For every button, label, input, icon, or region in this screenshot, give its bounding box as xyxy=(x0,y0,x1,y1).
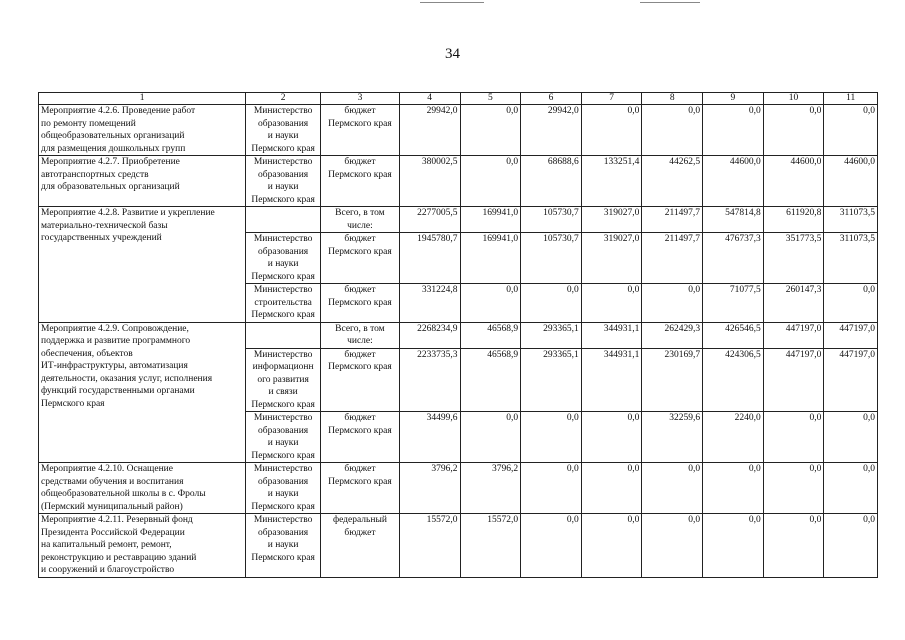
value-cell: 0,0 xyxy=(703,105,764,156)
executor-line: образования xyxy=(258,425,309,436)
activity-line: Пермского края xyxy=(41,398,105,409)
value-cell: 2233735,3 xyxy=(399,348,460,412)
funding-source-line: бюджет xyxy=(344,157,376,167)
executor-cell xyxy=(246,514,321,578)
executor-line: и науки xyxy=(267,489,299,499)
value-cell: 447197,0 xyxy=(824,348,878,412)
funding-source-cell xyxy=(321,156,400,207)
table-row xyxy=(39,463,878,514)
activity-line: Мероприятие 4.2.7. Приобретение xyxy=(41,157,180,167)
value-cell: 260147,3 xyxy=(763,284,824,323)
value-cell: 319027,0 xyxy=(581,207,642,233)
value-cell: 262429,3 xyxy=(642,322,703,348)
funding-source-line: Всего, в том xyxy=(335,208,385,218)
activity-line: деятельности, оказания услуг, исполнения xyxy=(41,373,213,384)
top-rule-right xyxy=(640,2,700,3)
value-cell: 380002,5 xyxy=(399,156,460,207)
funding-source-line: бюджет xyxy=(344,285,376,295)
page-number: 34 xyxy=(445,46,460,62)
activity-cell xyxy=(39,322,246,463)
value-cell: 46568,9 xyxy=(460,322,521,348)
value-cell: 0,0 xyxy=(642,105,703,156)
value-cell: 0,0 xyxy=(521,514,582,578)
top-rule-left xyxy=(420,2,484,3)
value-cell: 0,0 xyxy=(763,105,824,156)
value-cell: 133251,4 xyxy=(581,156,642,207)
activity-cell xyxy=(39,514,246,578)
funding-source-cell xyxy=(321,322,400,348)
executor-line: Министерство xyxy=(253,515,313,525)
activity-line: государственных учреждений xyxy=(41,233,162,243)
value-cell: 169941,0 xyxy=(460,207,521,233)
funding-source-line: Всего, в том xyxy=(335,323,385,334)
activity-line: общеобразовательных организаций xyxy=(41,131,185,141)
funding-source-cell xyxy=(321,348,400,412)
activity-cell xyxy=(39,105,246,156)
header-cell: 8 xyxy=(642,93,703,105)
value-cell: 0,0 xyxy=(763,463,824,514)
executor-line: Пермского края xyxy=(251,194,315,205)
value-cell: 447197,0 xyxy=(763,348,824,412)
value-cell: 0,0 xyxy=(763,514,824,578)
funding-source-line: бюджет xyxy=(344,413,376,423)
executor-cell xyxy=(246,348,321,412)
activity-cell xyxy=(39,156,246,207)
funding-source-line: Пермского края xyxy=(328,169,392,180)
value-cell: 211497,7 xyxy=(642,207,703,233)
value-cell: 71077,5 xyxy=(703,284,764,323)
executor-line: Министерство xyxy=(253,413,313,423)
value-cell: 0,0 xyxy=(703,514,764,578)
value-cell: 0,0 xyxy=(642,514,703,578)
activity-line: Мероприятие 4.2.10. Оснащение xyxy=(41,464,173,474)
value-cell: 424306,5 xyxy=(703,348,764,412)
funding-source-line: бюджет xyxy=(344,464,376,474)
executor-line: Пермского края xyxy=(251,310,315,320)
value-cell: 447197,0 xyxy=(824,322,878,348)
executor-line: Пермского края xyxy=(251,552,315,563)
executor-line: Министерство xyxy=(253,234,313,244)
activity-line: общеобразовательной школы в с. Фролы xyxy=(41,489,206,499)
value-cell: 319027,0 xyxy=(581,233,642,284)
activity-line: функций государственными органами xyxy=(41,386,195,396)
executor-line: Министерство xyxy=(253,157,313,167)
executor-line: образования xyxy=(258,246,309,257)
executor-line: Пермского края xyxy=(251,271,315,282)
header-cell: 10 xyxy=(763,93,824,105)
value-cell: 2240,0 xyxy=(703,412,764,463)
executor-line: строительства xyxy=(254,297,312,308)
value-cell: 44600,0 xyxy=(824,156,878,207)
value-cell: 44600,0 xyxy=(763,156,824,207)
value-cell: 547814,8 xyxy=(703,207,764,233)
executor-line: ого развития xyxy=(257,374,309,385)
executor-line: образования xyxy=(258,476,309,487)
value-cell: 0,0 xyxy=(703,463,764,514)
table-row xyxy=(39,156,878,207)
value-cell: 0,0 xyxy=(824,514,878,578)
header-cell: 6 xyxy=(521,93,582,105)
activity-line: для образовательных организаций xyxy=(41,182,180,192)
executor-cell xyxy=(246,233,321,284)
value-cell: 169941,0 xyxy=(460,233,521,284)
funding-source-line: Пермского края xyxy=(328,362,392,372)
value-cell: 29942,0 xyxy=(399,105,460,156)
executor-cell xyxy=(246,412,321,463)
value-cell: 0,0 xyxy=(460,412,521,463)
funding-source-cell xyxy=(321,514,400,578)
value-cell: 426546,5 xyxy=(703,322,764,348)
table-row xyxy=(39,322,878,348)
value-cell: 351773,5 xyxy=(763,233,824,284)
activity-cell xyxy=(39,463,246,514)
value-cell: 46568,9 xyxy=(460,348,521,412)
funding-source-line: бюджет xyxy=(344,106,376,116)
executor-cell xyxy=(246,105,321,156)
executor-line: Министерство xyxy=(253,106,313,116)
activity-line: по ремонту помещений xyxy=(41,118,136,129)
activity-line: поддержка и развитие программного xyxy=(41,336,191,346)
activity-line: Мероприятие 4.2.6. Проведение работ xyxy=(41,106,196,116)
value-cell: 447197,0 xyxy=(763,322,824,348)
executor-cell xyxy=(246,207,321,233)
value-cell: 230169,7 xyxy=(642,348,703,412)
value-cell: 311073,5 xyxy=(824,207,878,233)
funding-source-line: Пермского края xyxy=(328,476,392,487)
value-cell: 0,0 xyxy=(642,284,703,323)
executor-cell xyxy=(246,463,321,514)
activity-line: реконструкцию и реставрацию зданий xyxy=(41,552,197,563)
funding-source-line: Пермского края xyxy=(328,246,392,257)
activity-line: и сооружений и благоустройство xyxy=(41,565,175,575)
header-cell: 3 xyxy=(321,93,400,105)
value-cell: 1945780,7 xyxy=(399,233,460,284)
activity-line: обеспечения, объектов xyxy=(41,348,133,359)
value-cell: 15572,0 xyxy=(460,514,521,578)
value-cell: 331224,8 xyxy=(399,284,460,323)
value-cell: 32259,6 xyxy=(642,412,703,463)
value-cell: 44262,5 xyxy=(642,156,703,207)
value-cell: 476737,3 xyxy=(703,233,764,284)
activity-line: Мероприятие 4.2.8. Развитие и укрепление xyxy=(41,208,215,218)
value-cell: 0,0 xyxy=(581,105,642,156)
value-cell: 3796,2 xyxy=(460,463,521,514)
header-cell: 11 xyxy=(824,93,878,105)
executor-line: образования xyxy=(258,118,309,129)
executor-line: и науки xyxy=(267,540,299,550)
activity-line: на капитальный ремонт, ремонт, xyxy=(41,540,172,550)
activity-line: материально-технической базы xyxy=(41,220,168,231)
value-cell: 0,0 xyxy=(581,284,642,323)
activity-line: (Пермский муниципальный район) xyxy=(41,501,183,512)
table-row xyxy=(39,207,878,233)
funding-source-cell xyxy=(321,233,400,284)
funding-source-cell xyxy=(321,284,400,323)
funding-source-line: Пермского края xyxy=(328,297,392,308)
value-cell: 34499,6 xyxy=(399,412,460,463)
activity-cell xyxy=(39,207,246,323)
executor-line: и науки xyxy=(267,182,299,192)
funding-source-cell xyxy=(321,207,400,233)
executor-line: Министерство xyxy=(253,464,313,474)
activity-line: средствами обучения и воспитания xyxy=(41,476,184,487)
table-row xyxy=(39,514,878,578)
executor-line: Пермского края xyxy=(251,143,315,154)
executor-line: и науки xyxy=(267,259,299,269)
value-cell: 311073,5 xyxy=(824,233,878,284)
value-cell: 15572,0 xyxy=(399,514,460,578)
value-cell: 0,0 xyxy=(581,463,642,514)
activity-line: автотранспортных средств xyxy=(41,169,149,180)
executor-line: Министерство xyxy=(253,285,313,295)
executor-line: и науки xyxy=(267,438,299,448)
activity-line: ИТ-инфраструктуры, автоматизация xyxy=(41,361,188,371)
funding-source-line: федеральный xyxy=(332,515,387,525)
executor-line: и науки xyxy=(267,131,299,141)
header-cell: 4 xyxy=(399,93,460,105)
funding-source-line: бюджет xyxy=(344,234,376,244)
value-cell: 0,0 xyxy=(581,514,642,578)
value-cell: 29942,0 xyxy=(521,105,582,156)
funding-source-line: числе: xyxy=(347,220,373,231)
value-cell: 3796,2 xyxy=(399,463,460,514)
table-row xyxy=(39,105,878,156)
header-cell: 5 xyxy=(460,93,521,105)
executor-line: образования xyxy=(258,527,309,538)
value-cell: 0,0 xyxy=(521,463,582,514)
funding-source-line: Пермского края xyxy=(328,425,392,436)
budget-table xyxy=(38,92,878,578)
header-cell: 9 xyxy=(703,93,764,105)
value-cell: 0,0 xyxy=(824,284,878,323)
table-header-row xyxy=(39,93,878,105)
value-cell: 2277005,5 xyxy=(399,207,460,233)
executor-line: Министерство xyxy=(253,349,313,360)
value-cell: 0,0 xyxy=(521,412,582,463)
value-cell: 293365,1 xyxy=(521,348,582,412)
activity-line: для размещения дошкольных групп xyxy=(41,143,186,154)
value-cell: 0,0 xyxy=(824,412,878,463)
executor-cell xyxy=(246,156,321,207)
value-cell: 211497,7 xyxy=(642,233,703,284)
executor-line: Пермского края xyxy=(251,399,315,410)
value-cell: 344931,1 xyxy=(581,348,642,412)
funding-source-line: бюджет xyxy=(344,527,376,538)
header-cell: 7 xyxy=(581,93,642,105)
value-cell: 0,0 xyxy=(460,105,521,156)
value-cell: 105730,7 xyxy=(521,233,582,284)
executor-cell xyxy=(246,322,321,348)
funding-source-cell xyxy=(321,412,400,463)
funding-source-cell xyxy=(321,105,400,156)
value-cell: 0,0 xyxy=(824,463,878,514)
executor-line: образования xyxy=(258,169,309,180)
funding-source-cell xyxy=(321,463,400,514)
value-cell: 2268234,9 xyxy=(399,322,460,348)
funding-source-line: Пермского края xyxy=(328,118,392,129)
header-cell: 2 xyxy=(246,93,321,105)
value-cell: 611920,8 xyxy=(763,207,824,233)
value-cell: 0,0 xyxy=(763,412,824,463)
funding-source-line: числе: xyxy=(347,336,373,346)
executor-line: и связи xyxy=(268,387,298,397)
executor-line: информационн xyxy=(252,362,314,372)
value-cell: 0,0 xyxy=(824,105,878,156)
value-cell: 293365,1 xyxy=(521,322,582,348)
activity-line: Президента Российской Федерации xyxy=(41,527,185,538)
value-cell: 0,0 xyxy=(460,156,521,207)
executor-line: Пермского края xyxy=(251,501,315,512)
value-cell: 105730,7 xyxy=(521,207,582,233)
funding-source-line: бюджет xyxy=(344,349,376,360)
executor-cell xyxy=(246,284,321,323)
executor-line: Пермского края xyxy=(251,450,315,461)
value-cell: 68688,6 xyxy=(521,156,582,207)
value-cell: 344931,1 xyxy=(581,322,642,348)
activity-line: Мероприятие 4.2.11. Резервный фонд xyxy=(41,515,193,525)
value-cell: 0,0 xyxy=(521,284,582,323)
value-cell: 0,0 xyxy=(642,463,703,514)
value-cell: 0,0 xyxy=(581,412,642,463)
value-cell: 0,0 xyxy=(460,284,521,323)
activity-line: Мероприятие 4.2.9. Сопровождение, xyxy=(41,323,189,334)
header-cell: 1 xyxy=(39,93,246,105)
value-cell: 44600,0 xyxy=(703,156,764,207)
